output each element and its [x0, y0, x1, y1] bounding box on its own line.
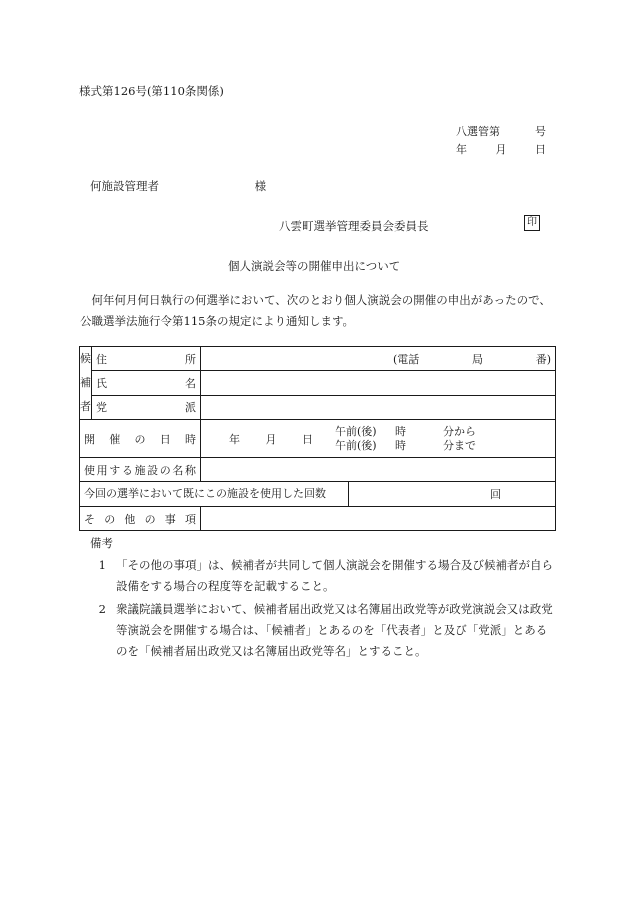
table-row: [80, 482, 556, 507]
usage-count-label: 今回の選挙において既にこの施設を使用した回数: [80, 482, 349, 506]
name-field[interactable]: [201, 371, 556, 395]
end-time: 午前(後) 時 分まで: [335, 438, 476, 452]
remarks-heading: 備考: [90, 536, 113, 550]
body-text: 何年何月何日執行の何選挙において、次のとおり個人演説会の開催の申出があったので、公職選挙法施行令第115条の規定により通知します。: [80, 293, 551, 328]
other-label: そ の 他 の 事 項: [80, 507, 201, 531]
table-row: [80, 458, 556, 482]
date-label: 開 催 の 日 時: [80, 420, 201, 458]
table-row: [80, 420, 556, 458]
seal-mark: 印: [524, 215, 540, 231]
facility-label: 使 用 す る 施 設 の 名 称: [80, 458, 201, 482]
party-label: 党 派: [92, 395, 201, 419]
usage-count-unit: 回: [490, 488, 501, 501]
usage-count-row: [80, 482, 556, 507]
date-field[interactable]: [201, 420, 556, 458]
table-row: [80, 395, 556, 419]
time-range: [335, 425, 476, 453]
application-table: [79, 346, 556, 531]
address-label: 住 所: [92, 347, 201, 371]
remark-item: 2 衆議院議員選挙において、候補者届出政党又は名簿届出政党等が政党演説会又は政党等演説会を開催する場合は、「候補者」とあるのを「代表者」と及び「党派」とあるのを「候補者届出政党又は名簿届出政党等名」とすること。: [98, 602, 553, 658]
date-day: 日: [535, 143, 546, 156]
start-time: 午前(後) 時 分から: [335, 424, 476, 438]
date-year-unit: 年: [229, 432, 240, 446]
date-day-unit: 日: [302, 432, 313, 446]
usage-count-field[interactable]: [349, 486, 555, 502]
date-month: 月: [495, 143, 507, 156]
form-number: 様式第126号(第110条関係): [79, 84, 224, 98]
phone-open: (電話: [393, 352, 420, 366]
phone-close: 番): [535, 352, 551, 366]
candidate-label: 候 補 者: [80, 347, 92, 420]
addressee-honorific: 様: [254, 179, 267, 193]
table-row: [80, 507, 556, 531]
addressee-name: 何施設管理者: [90, 179, 159, 193]
sender: 八雲町選挙管理委員会委員長: [279, 219, 429, 233]
phone-station: 局: [472, 352, 483, 366]
document-number-suffix: 号: [535, 125, 546, 138]
address-field[interactable]: [201, 347, 556, 371]
other-field[interactable]: [201, 507, 556, 531]
remark-item: 1 「その他の事項」は、候補者が共同して個人演説会を開催する場合及び候補者が自ら設備をする場合の程度等を記載すること。: [98, 558, 553, 593]
document-number: [456, 123, 546, 141]
date-month-unit: 月: [265, 432, 277, 446]
facility-field[interactable]: [201, 458, 556, 482]
addressee: [90, 178, 266, 194]
document-date: [456, 141, 546, 159]
date-year: 年: [456, 143, 467, 156]
name-label: 氏 名: [92, 371, 201, 395]
table-row: [80, 347, 556, 371]
table-row: [80, 371, 556, 395]
document-number-block: [456, 123, 546, 159]
document-title: 個人演説会等の開催申出について: [228, 259, 401, 273]
document-number-prefix: 八選管第: [456, 125, 500, 138]
party-field[interactable]: [201, 395, 556, 419]
remarks: [80, 533, 556, 662]
